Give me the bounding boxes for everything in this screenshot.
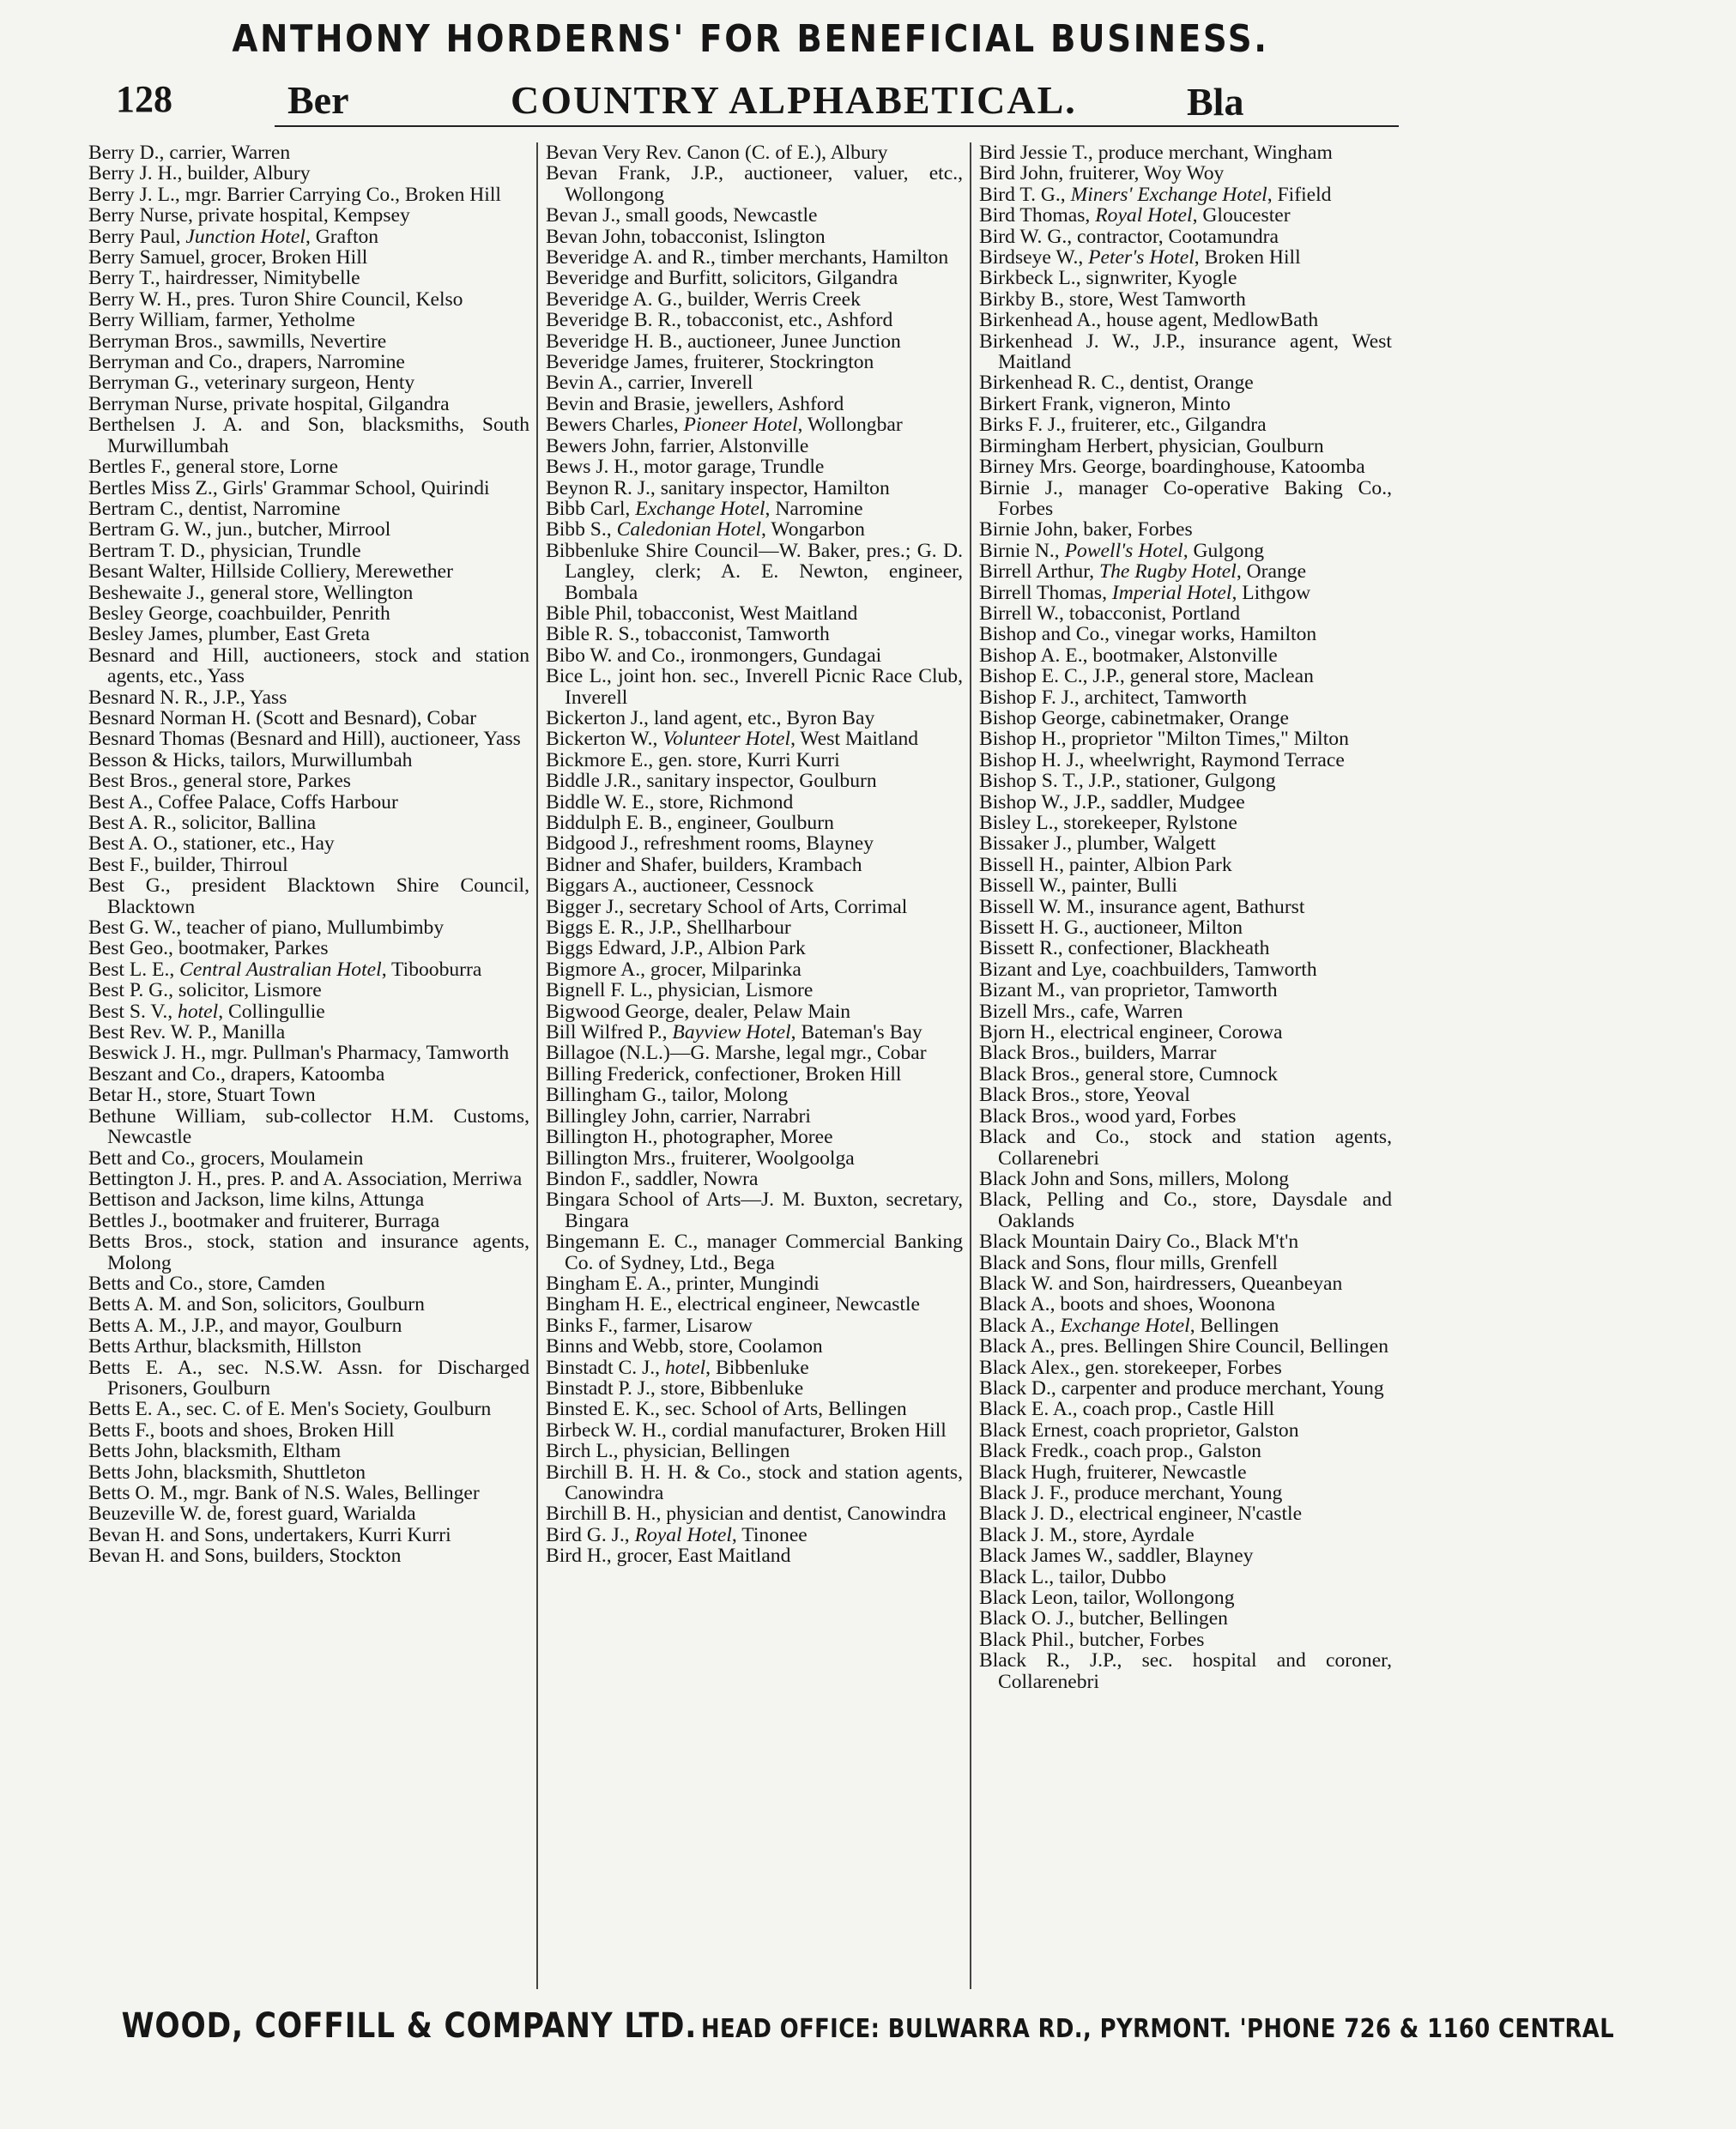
top-advertisement-banner: ANTHONY HORDERNS' FOR BENEFICIAL BUSINESS. bbox=[232, 17, 1269, 61]
directory-entry: Berthelsen J. A. and Son, blacksmiths, South Murwillumbah bbox=[88, 414, 529, 457]
directory-entry: Bird Jessie T., produce merchant, Wingham bbox=[979, 142, 1333, 164]
directory-entry: Betts John, blacksmith, Eltham bbox=[88, 1440, 342, 1463]
directory-entry: Bevin and Brasie, jewellers, Ashford bbox=[546, 392, 844, 415]
directory-entry: Bishop H., proprietor "Milton Times," Milton bbox=[979, 728, 1349, 751]
directory-entry: Billington H., photographer, Moree bbox=[546, 1126, 833, 1149]
directory-entry: Besnard and Hill, auctioneers, stock and station agents, etc., Yass bbox=[88, 644, 529, 688]
directory-entry: Black E. A., coach prop., Castle Hill bbox=[979, 1398, 1274, 1421]
directory-entry: Bible Phil, tobacconist, West Maitland bbox=[546, 602, 858, 625]
directory-entry: Bisley L., storekeeper, Rylstone bbox=[979, 812, 1237, 834]
directory-entry: Bett and Co., grocers, Moulamein bbox=[88, 1146, 364, 1170]
directory-entry: Bingham E. A., printer, Mungindi bbox=[546, 1272, 820, 1295]
header-rule bbox=[275, 125, 1399, 127]
directory-entry: Besley George, coachbuilder, Penrith bbox=[88, 602, 390, 625]
directory-entry: Birkenhead J. W., J.P., insurance agent, West Maitland bbox=[979, 330, 1392, 374]
directory-entry: Beveridge James, fruiterer, Stockrington bbox=[546, 351, 874, 374]
directory-entry: Bidgood J., refreshment rooms, Blayney bbox=[546, 832, 874, 856]
directory-entry: Betts A. M. and Son, solicitors, Goulburn bbox=[88, 1293, 425, 1316]
directory-column-3 bbox=[972, 142, 1399, 1989]
directory-entry: Black Bros., builders, Marrar bbox=[979, 1042, 1217, 1065]
directory-entry: Black Mountain Dairy Co., Black M't'n bbox=[979, 1231, 1299, 1254]
directory-entry: Black J. F., produce merchant, Young bbox=[979, 1482, 1283, 1504]
directory-entry: Bissell W. M., insurance agent, Bathurst bbox=[979, 895, 1305, 918]
directory-entry: Birch L., physician, Bellingen bbox=[546, 1440, 790, 1463]
directory-entry: Black James W., saddler, Blayney bbox=[979, 1545, 1254, 1568]
directory-entry: Bizell Mrs., cafe, Warren bbox=[979, 1000, 1183, 1023]
directory-entry: Billingham G., tailor, Molong bbox=[546, 1084, 789, 1107]
directory-entry: Berryman and Co., drapers, Narromine bbox=[88, 351, 405, 374]
directory-entry: Bishop A. E., bootmaker, Alstonville bbox=[979, 644, 1278, 667]
directory-entry: Bingham H. E., electrical engineer, Newcastle bbox=[546, 1293, 921, 1316]
directory-entry: Black A., boots and shoes, Woonona bbox=[979, 1293, 1275, 1316]
directory-entry: Bishop E. C., J.P., general store, Maclean bbox=[979, 665, 1314, 688]
directory-column-2 bbox=[539, 142, 970, 1989]
directory-entry: Bishop George, cabinetmaker, Orange bbox=[979, 706, 1289, 729]
directory-entry: Berry William, farmer, Yetholme bbox=[88, 309, 355, 332]
advertiser-company: WOOD, COFFILL & COMPANY LTD. bbox=[121, 2006, 698, 2046]
directory-entry: Black and Co., stock and station agents, Collarenebri bbox=[979, 1126, 1392, 1170]
directory-entry: Betts John, blacksmith, Shuttleton bbox=[88, 1461, 366, 1484]
directory-entry: Birney Mrs. George, boardinghouse, Katoomba bbox=[979, 456, 1365, 479]
directory-entry: Black W. and Son, hairdressers, Queanbeyan bbox=[979, 1272, 1343, 1295]
directory-entry: Bertram T. D., physician, Trundle bbox=[88, 539, 361, 562]
directory-entry: Betts A. M., J.P., and mayor, Goulburn bbox=[88, 1314, 402, 1337]
directory-entry: Birkenhead A., house agent, MedlowBath bbox=[979, 309, 1319, 332]
directory-entry: Beuzeville W. de, forest guard, Warialda bbox=[88, 1503, 416, 1526]
directory-entry: Best Bros., general store, Parkes bbox=[88, 770, 351, 793]
directory-entry: Beshewaite J., general store, Wellington bbox=[88, 581, 414, 604]
page-number: 128 bbox=[116, 78, 172, 120]
directory-entry: Bickmore E., gen. store, Kurri Kurri bbox=[546, 748, 840, 771]
directory-entry: Bissett R., confectioner, Blackheath bbox=[979, 937, 1270, 960]
directory-entry: Billing Frederick, confectioner, Broken Hill bbox=[546, 1062, 902, 1086]
directory-entry: Berryman G., veterinary surgeon, Henty bbox=[88, 372, 415, 395]
directory-entry: Bigger J., secretary School of Arts, Corrimal bbox=[546, 895, 908, 918]
running-header bbox=[103, 77, 1407, 125]
directory-entry: Best A. O., stationer, etc., Hay bbox=[88, 832, 335, 856]
directory-entry: Bickerton J., land agent, etc., Byron Bay bbox=[546, 706, 875, 729]
directory-entry: Beveridge H. B., auctioneer, Junee Junction bbox=[546, 330, 901, 353]
header-key-right: Bla bbox=[1187, 80, 1244, 124]
directory-entry: Birnie John, baker, Forbes bbox=[979, 518, 1193, 541]
directory-entry: Bertles Miss Z., Girls' Grammar School, Quirindi bbox=[88, 476, 490, 499]
directory-entry: Betts E. A., sec. C. of E. Men's Society, Goulburn bbox=[88, 1398, 492, 1421]
directory-entry: Bizant M., van proprietor, Tamworth bbox=[979, 979, 1278, 1002]
directory-entry: Betts O. M., mgr. Bank of N.S. Wales, Bellinger bbox=[88, 1482, 480, 1504]
directory-column-1 bbox=[82, 142, 536, 1989]
directory-entry: Bickerton W., Volunteer Hotel, West Maitland bbox=[546, 728, 919, 751]
directory-entry: Birks F. J., fruiterer, etc., Gilgandra bbox=[979, 414, 1267, 437]
directory-entry: Besnard N. R., J.P., Yass bbox=[88, 686, 287, 709]
directory-entry: Beswick J. H., mgr. Pullman's Pharmacy, Tamworth bbox=[88, 1042, 510, 1065]
directory-entry: Bethune William, sub-collector H.M. Customs, Newcastle bbox=[88, 1104, 529, 1149]
directory-entry: Bewers John, farrier, Alstonville bbox=[546, 434, 809, 457]
directory-entry: Black Leon, tailor, Wollongong bbox=[979, 1587, 1235, 1610]
directory-entry: Besnard Norman H. (Scott and Besnard), Cobar bbox=[88, 706, 477, 729]
directory-entry: Berry T., hairdresser, Nimitybelle bbox=[88, 267, 360, 290]
directory-entry: Birrell Arthur, The Rugby Hotel, Orange bbox=[979, 560, 1307, 584]
directory-entry: Best P. G., solicitor, Lismore bbox=[88, 979, 322, 1002]
directory-entry: Black Bros., store, Yeoval bbox=[979, 1084, 1190, 1107]
directory-entry: Berry D., carrier, Warren bbox=[88, 142, 291, 164]
directory-entry: Bevin A., carrier, Inverell bbox=[546, 372, 753, 395]
directory-entry: Bird G. J., Royal Hotel, Tinonee bbox=[546, 1523, 808, 1546]
directory-entry: Bevan H. and Sons, undertakers, Kurri Kurri bbox=[88, 1523, 451, 1546]
directory-entry: Best A. R., solicitor, Ballina bbox=[88, 812, 317, 834]
directory-entry: Birkert Frank, vigneron, Minto bbox=[979, 392, 1231, 415]
directory-entry: Bird T. G., Miners' Exchange Hotel, Fifield bbox=[979, 183, 1332, 206]
directory-entry: Bevan Very Rev. Canon (C. of E.), Albury bbox=[546, 142, 888, 164]
directory-entry: Betar H., store, Stuart Town bbox=[88, 1084, 316, 1107]
directory-entry: Bishop W., J.P., saddler, Mudgee bbox=[979, 790, 1245, 813]
directory-entry: Beveridge B. R., tobacconist, etc., Ashford bbox=[546, 309, 893, 332]
directory-entry: Bible R. S., tobacconist, Tamworth bbox=[546, 623, 830, 646]
directory-entry: Best A., Coffee Palace, Coffs Harbour bbox=[88, 790, 398, 813]
directory-entry: Bird H., grocer, East Maitland bbox=[546, 1545, 791, 1568]
directory-entry: Black A., Exchange Hotel, Bellingen bbox=[979, 1314, 1279, 1337]
directory-entry: Berryman Bros., sawmills, Nevertire bbox=[88, 330, 387, 353]
directory-entry: Black Hugh, fruiterer, Newcastle bbox=[979, 1461, 1247, 1484]
directory-entry: Berry Paul, Junction Hotel, Grafton bbox=[88, 225, 379, 248]
directory-entry: Biggars A., auctioneer, Cessnock bbox=[546, 874, 814, 898]
directory-entry: Besson & Hicks, tailors, Murwillumbah bbox=[88, 748, 413, 771]
directory-entry: Bissell H., painter, Albion Park bbox=[979, 853, 1232, 876]
directory-entry: Betts and Co., store, Camden bbox=[88, 1272, 325, 1295]
directory-entry: Birkenhead R. C., dentist, Orange bbox=[979, 372, 1254, 395]
directory-entry: Bissell W., painter, Bulli bbox=[979, 874, 1178, 898]
directory-columns bbox=[82, 142, 1399, 1989]
directory-entry: Birchill B. H. H. & Co., stock and station agents, Canowindra bbox=[546, 1461, 963, 1504]
directory-entry: Bishop and Co., vinegar works, Hamilton bbox=[979, 623, 1317, 646]
directory-entry: Biddulph E. B., engineer, Goulburn bbox=[546, 812, 834, 834]
directory-entry: Bignell F. L., physician, Lismore bbox=[546, 979, 814, 1002]
advertiser-address: HEAD OFFICE: BULWARRA RD., PYRMONT. 'PHONE 726 & 1160 CENTRAL bbox=[700, 2014, 1615, 2044]
directory-entry: Bibbenluke Shire Council—W. Baker, pres.; G. D. Langley, clerk; A. E. Newton, engineer, Bombala bbox=[546, 539, 963, 604]
directory-entry: Bird John, fruiterer, Woy Woy bbox=[979, 162, 1225, 185]
directory-entry: Bice L., joint hon. sec., Inverell Picnic Race Club, Inverell bbox=[546, 665, 963, 709]
directory-entry: Bertram G. W., jun., butcher, Mirrool bbox=[88, 518, 391, 541]
directory-entry: Black J. D., electrical engineer, N'castle bbox=[979, 1503, 1303, 1526]
directory-entry: Beynon R. J., sanitary inspector, Hamilton bbox=[546, 476, 890, 499]
directory-entry: Black Ernest, coach proprietor, Galston bbox=[979, 1418, 1299, 1442]
directory-entry: Bjorn H., electrical engineer, Corowa bbox=[979, 1021, 1283, 1044]
directory-entry: Black Alex., gen. storekeeper, Forbes bbox=[979, 1356, 1282, 1379]
directory-entry: Bingara School of Arts—J. M. Buxton, secretary, Bingara bbox=[546, 1188, 963, 1232]
directory-entry: Bishop H. J., wheelwright, Raymond Terrace bbox=[979, 748, 1345, 771]
directory-entry: Betts Bros., stock, station and insurance agents, Molong bbox=[88, 1231, 529, 1274]
directory-entry: Binns and Webb, store, Coolamon bbox=[546, 1335, 823, 1358]
directory-entry: Birmingham Herbert, physician, Goulburn bbox=[979, 434, 1324, 457]
directory-entry: Besley James, plumber, East Greta bbox=[88, 623, 370, 646]
directory-entry: Betts F., boots and shoes, Broken Hill bbox=[88, 1418, 395, 1442]
directory-entry: Berry W. H., pres. Turon Shire Council, Kelso bbox=[88, 287, 463, 311]
directory-entry: Bigwood George, dealer, Pelaw Main bbox=[546, 1000, 851, 1023]
directory-entry: Binks F., farmer, Lisarow bbox=[546, 1314, 753, 1337]
directory-entry: Betts Arthur, blacksmith, Hillston bbox=[88, 1335, 362, 1358]
directory-entry: Birnie N., Powell's Hotel, Gulgong bbox=[979, 539, 1265, 562]
directory-entry: Bird Thomas, Royal Hotel, Gloucester bbox=[979, 204, 1291, 227]
directory-entry: Betts E. A., sec. N.S.W. Assn. for Discharged Prisoners, Goulburn bbox=[88, 1356, 529, 1400]
directory-entry: Beveridge A. G., builder, Werris Creek bbox=[546, 287, 861, 311]
directory-entry: Beveridge and Burfitt, solicitors, Gilgandra bbox=[546, 267, 898, 290]
directory-entry: Best F., builder, Thirroul bbox=[88, 853, 288, 876]
directory-entry: Berry J. L., mgr. Barrier Carrying Co., Broken Hill bbox=[88, 183, 501, 206]
directory-entry: Bissaker J., plumber, Walgett bbox=[979, 832, 1216, 856]
directory-entry: Berry Samuel, grocer, Broken Hill bbox=[88, 246, 368, 269]
directory-entry: Binstadt C. J., hotel, Bibbenluke bbox=[546, 1356, 809, 1379]
directory-entry: Bill Wilfred P., Bayview Hotel, Bateman's Bay bbox=[546, 1021, 922, 1044]
directory-entry: Bindon F., saddler, Nowra bbox=[546, 1167, 759, 1190]
directory-entry: Besant Walter, Hillside Colliery, Merewether bbox=[88, 560, 453, 584]
directory-entry: Biggs E. R., J.P., Shellharbour bbox=[546, 916, 791, 940]
directory-entry: Billingley John, carrier, Narrabri bbox=[546, 1104, 811, 1128]
directory-entry: Birrell W., tobacconist, Portland bbox=[979, 602, 1241, 625]
directory-entry: Best G. W., teacher of piano, Mullumbimby bbox=[88, 916, 445, 940]
directory-entry: Black A., pres. Bellingen Shire Council, Bellingen bbox=[979, 1335, 1389, 1358]
directory-entry: Beveridge A. and R., timber merchants, Hamilton bbox=[546, 246, 949, 269]
directory-entry: Besnard Thomas (Besnard and Hill), auctioneer, Yass bbox=[88, 728, 521, 751]
directory-entry: Black O. J., butcher, Bellingen bbox=[979, 1607, 1228, 1630]
directory-entry: Biddle W. E., store, Richmond bbox=[546, 790, 794, 813]
directory-entry: Bingemann E. C., manager Commercial Banking Co. of Sydney, Ltd., Bega bbox=[546, 1231, 963, 1274]
directory-entry: Black Bros., wood yard, Forbes bbox=[979, 1104, 1237, 1128]
directory-entry: Bettles J., bootmaker and fruiterer, Burraga bbox=[88, 1209, 440, 1232]
directory-entry: Black R., J.P., sec. hospital and coroner, Collarenebri bbox=[979, 1649, 1392, 1693]
directory-entry: Birkby B., store, West Tamworth bbox=[979, 287, 1246, 311]
directory-entry: Birbeck W. H., cordial manufacturer, Broken Hill bbox=[546, 1418, 947, 1442]
directory-entry: Black L., tailor, Dubbo bbox=[979, 1565, 1166, 1588]
directory-entry: Best Geo., bootmaker, Parkes bbox=[88, 937, 329, 960]
directory-entry: Biddle J.R., sanitary inspector, Goulburn bbox=[546, 770, 877, 793]
directory-entry: Bevan John, tobacconist, Islington bbox=[546, 225, 826, 248]
directory-entry: Billagoe (N.L.)—G. Marshe, legal mgr., Cobar bbox=[546, 1042, 927, 1065]
directory-entry: Berry Nurse, private hospital, Kempsey bbox=[88, 204, 410, 227]
directory-entry: Black and Sons, flour mills, Grenfell bbox=[979, 1251, 1278, 1274]
directory-entry: Black, Pelling and Co., store, Daysdale and Oaklands bbox=[979, 1188, 1392, 1232]
directory-entry: Bizant and Lye, coachbuilders, Tamworth bbox=[979, 958, 1317, 981]
header-key-left: Ber bbox=[287, 78, 349, 122]
column-divider bbox=[536, 142, 538, 1989]
directory-entry: Bigmore A., grocer, Milparinka bbox=[546, 958, 801, 981]
directory-entry: Black J. M., store, Ayrdale bbox=[979, 1523, 1195, 1546]
directory-entry: Black Phil., butcher, Forbes bbox=[979, 1628, 1205, 1651]
directory-entry: Bissett H. G., auctioneer, Milton bbox=[979, 916, 1243, 940]
directory-entry: Best S. V., hotel, Collingullie bbox=[88, 1000, 325, 1023]
directory-entry: Bews J. H., motor garage, Trundle bbox=[546, 456, 825, 479]
directory-entry: Bevan J., small goods, Newcastle bbox=[546, 204, 818, 227]
directory-entry: Bevan Frank, J.P., auctioneer, valuer, etc., Wollongong bbox=[546, 162, 963, 206]
directory-entry: Best L. E., Central Australian Hotel, Tibooburra bbox=[88, 958, 482, 981]
directory-entry: Birchill B. H., physician and dentist, Canowindra bbox=[546, 1503, 947, 1526]
directory-entry: Biggs Edward, J.P., Albion Park bbox=[546, 937, 806, 960]
directory-entry: Birkbeck L., signwriter, Kyogle bbox=[979, 267, 1237, 290]
directory-entry: Black John and Sons, millers, Molong bbox=[979, 1167, 1290, 1190]
bottom-advertisement-banner bbox=[0, 2006, 1615, 2046]
directory-entry: Bettington J. H., pres. P. and A. Association, Merriwa bbox=[88, 1167, 523, 1190]
column-divider bbox=[970, 142, 971, 1989]
directory-entry: Bibo W. and Co., ironmongers, Gundagai bbox=[546, 644, 882, 667]
directory-entry: Bibb S., Caledonian Hotel, Wongarbon bbox=[546, 518, 865, 541]
directory-entry: Billington Mrs., fruiterer, Woolgoolga bbox=[546, 1146, 855, 1170]
directory-entry: Bertram C., dentist, Narromine bbox=[88, 497, 341, 520]
directory-entry: Black Bros., general store, Cumnock bbox=[979, 1062, 1278, 1086]
directory-entry: Berryman Nurse, private hospital, Gilgandra bbox=[88, 392, 450, 415]
directory-entry: Binsted E. K., sec. School of Arts, Bellingen bbox=[546, 1398, 907, 1421]
directory-entry: Best Rev. W. P., Manilla bbox=[88, 1021, 286, 1044]
directory-entry: Binstadt P. J., store, Bibbenluke bbox=[546, 1376, 804, 1400]
directory-entry: Birnie J., manager Co-operative Baking Co., Forbes bbox=[979, 476, 1392, 520]
section-title: COUNTRY ALPHABETICAL. bbox=[511, 78, 1077, 122]
directory-entry: Bettison and Jackson, lime kilns, Attunga bbox=[88, 1188, 425, 1212]
directory-entry: Bibb Carl, Exchange Hotel, Narromine bbox=[546, 497, 863, 520]
directory-entry: Bishop S. T., J.P., stationer, Gulgong bbox=[979, 770, 1276, 793]
directory-entry: Black Fredk., coach prop., Galston bbox=[979, 1440, 1261, 1463]
directory-entry: Bewers Charles, Pioneer Hotel, Wollongbar bbox=[546, 414, 903, 437]
directory-entry: Bidner and Shafer, builders, Krambach bbox=[546, 853, 862, 876]
directory-entry: Beszant and Co., drapers, Katoomba bbox=[88, 1062, 385, 1086]
directory-entry: Bertles F., general store, Lorne bbox=[88, 456, 338, 479]
directory-entry: Birdseye W., Peter's Hotel, Broken Hill bbox=[979, 246, 1301, 269]
directory-entry: Bird W. G., contractor, Cootamundra bbox=[979, 225, 1279, 248]
directory-entry: Black D., carpenter and produce merchant, Young bbox=[979, 1376, 1384, 1400]
directory-entry: Bishop F. J., architect, Tamworth bbox=[979, 686, 1247, 709]
directory-entry: Birrell Thomas, Imperial Hotel, Lithgow bbox=[979, 581, 1311, 604]
directory-entry: Bevan H. and Sons, builders, Stockton bbox=[88, 1545, 402, 1568]
directory-entry: Berry J. H., builder, Albury bbox=[88, 162, 311, 185]
directory-entry: Best G., president Blacktown Shire Council, Blacktown bbox=[88, 874, 529, 918]
